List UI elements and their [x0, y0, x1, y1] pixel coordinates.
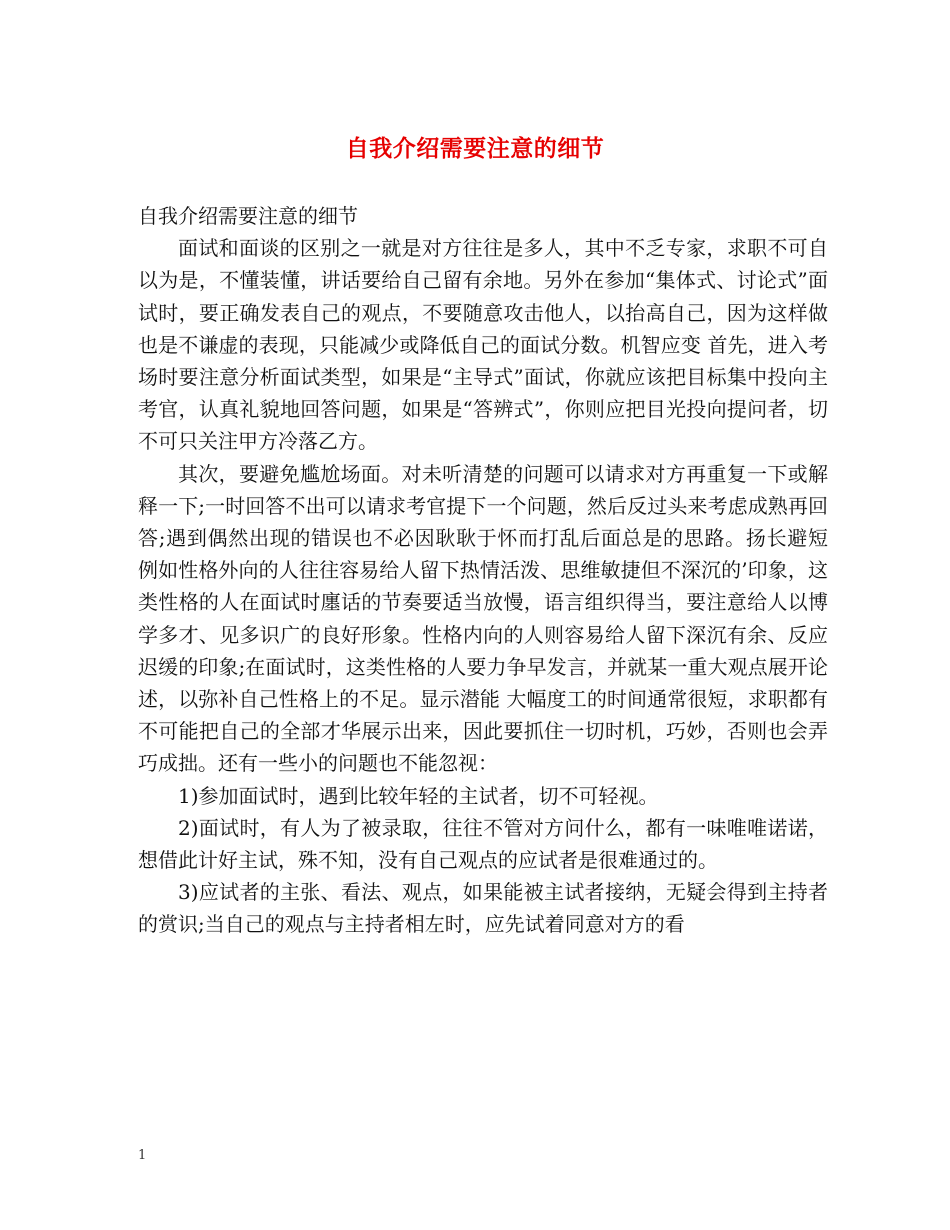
body-paragraph-2: 其次，要避免尴尬场面。对未听清楚的问题可以请求对方再重复一下或解释一下;一时回答不出可以请求考官提下一个问题，然后反过头来考虑成熟再回答;遇到偶然出现的错误也不必因耿耿于怀而打乱后面总是的思路。扬长避短 例如性格外向的人往往容易给人留下热情活泼、思维敏捷但不深沉的’印象，这类性格的人在面试时廛话的节奏要适当放慢，语言组织得当，要注意给人以博学多才、见多识广的良好形象。性格内向的人则容易给人留下深沉有余、反应迟缓的印象;在面试时，这类性格的人要力争早发言，并就某一重大观点展开论述，以弥补自己性格上的不足。显示潜能 大幅度工的时间通常很短，求职都有不可能把自己的全部才华展示出来，因此要抓住一切时机，巧妙，否则也会弄巧成拙。还有一些小的问题也不能忽视： [138, 461, 828, 776]
document-body [138, 200, 828, 941]
document-title: 自我介绍需要注意的细节 [345, 135, 605, 162]
page-number: 1 [138, 1148, 147, 1163]
body-paragraph-5: 3)应试者的主张、看法、观点，如果能被主试者接纳，无疑会得到主持者的赏识;当自己的观点与主持者相左时，应先试着同意对方的看 [138, 880, 828, 937]
body-paragraph-4: 2)面试时，有人为了被录取，往往不管对方问什么，都有一味唯唯诺诺，想借此计好主试，殊不知，没有自己观点的应试者是很难通过的。 [138, 815, 828, 873]
body-subtitle: 自我介绍需要注意的细节 [138, 204, 358, 228]
body-paragraph-1: 面试和面谈的区别之一就是对方往往是多人，其中不乏专家，求职不可自以为是，不懂装懂，讲话要给自己留有余地。另外在参加“集体式、讨论式”面试时，要正确发表自己的观点，不要随意攻击他人，以抬高自己，因为这样做也是不谦虚的表现，只能减少或降低自己的面试分数。机智应变 首先，进入考场时要注意分析面试类型，如果是“主导式”面试，你就应该把目标集中投向主考官，认真礼貌地回答问题，如果是“答辨式”，你则应把目光投向提问者，切不可只关注甲方冷落乙方。 [138, 236, 828, 454]
body-paragraph-3: 1)参加面试时，遇到比较年轻的主试者，切不可轻视。 [178, 783, 659, 808]
